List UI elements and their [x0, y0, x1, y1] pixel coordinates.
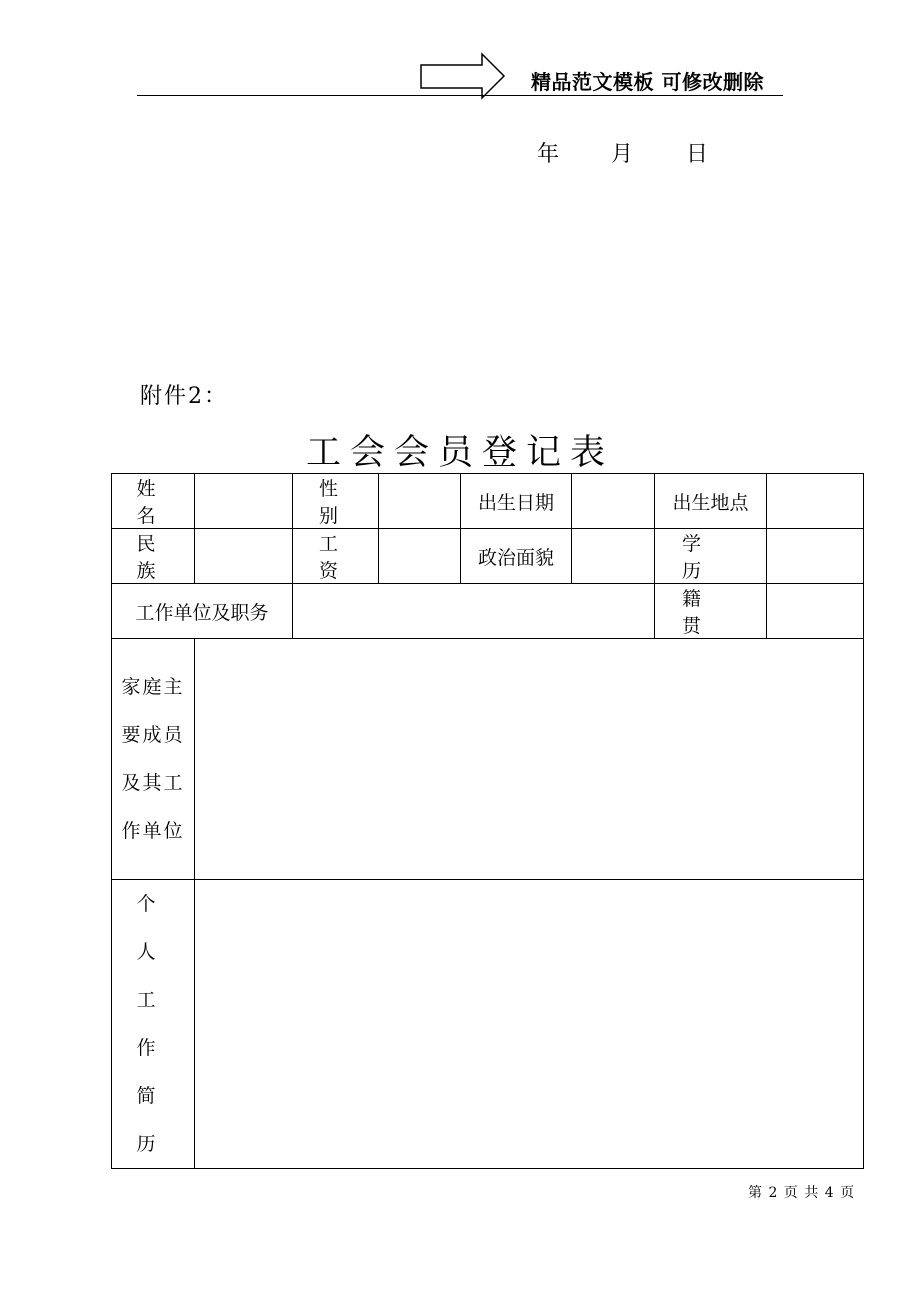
resume-label-line-1: 个 人	[136, 893, 170, 963]
field-political-status[interactable]	[572, 529, 655, 584]
header-banner-text: 精品范文模板 可修改删除	[531, 70, 764, 94]
form-title: 工会会员登记表	[305, 433, 614, 473]
field-gender[interactable]	[379, 474, 461, 529]
field-ethnicity[interactable]	[195, 529, 293, 584]
date-day-label: 日	[686, 142, 709, 167]
label-salary: 工 资	[293, 529, 379, 584]
family-label-line-3: 及其工	[121, 772, 185, 794]
label-birth-place: 出生地点	[655, 474, 767, 529]
label-family-members	[112, 639, 195, 880]
field-birth-date[interactable]	[572, 474, 655, 529]
label-political-status: 政治面貌	[461, 529, 572, 584]
label-ethnicity: 民 族	[112, 529, 195, 584]
label-gender: 性 别	[293, 474, 379, 529]
family-label-line-1: 家庭主	[121, 676, 185, 698]
form-row-work	[112, 584, 864, 639]
form-row-resume	[112, 880, 864, 1169]
date-year-label: 年	[537, 142, 560, 167]
field-work-unit[interactable]	[293, 584, 655, 639]
registration-form-table	[111, 473, 864, 1169]
field-name[interactable]	[195, 474, 293, 529]
resume-label-line-2: 工 作	[136, 989, 170, 1059]
family-label-line-4: 作单位	[121, 820, 185, 842]
label-native-place: 籍 贯	[655, 584, 767, 639]
page-number: 第 2 页 共 4 页	[748, 1185, 855, 1201]
field-family-members[interactable]	[195, 639, 864, 880]
resume-label-line-3: 简 历	[136, 1085, 170, 1155]
field-education[interactable]	[767, 529, 864, 584]
date-month-label: 月	[611, 142, 634, 167]
field-native-place[interactable]	[767, 584, 864, 639]
form-row-family	[112, 639, 864, 880]
family-label-line-2: 要成员	[121, 724, 185, 746]
form-row-basic-1	[112, 474, 864, 529]
arrow-icon	[420, 52, 506, 100]
label-work-resume	[112, 880, 195, 1169]
form-row-basic-2	[112, 529, 864, 584]
field-work-resume[interactable]	[195, 880, 864, 1169]
attachment-label: 附件2：	[140, 384, 228, 409]
label-birth-date: 出生日期	[461, 474, 572, 529]
label-education: 学 历	[655, 529, 767, 584]
header-divider	[137, 95, 783, 96]
field-salary[interactable]	[379, 529, 461, 584]
field-birth-place[interactable]	[767, 474, 864, 529]
label-work-unit: 工作单位及职务	[112, 584, 293, 639]
label-name: 姓 名	[112, 474, 195, 529]
